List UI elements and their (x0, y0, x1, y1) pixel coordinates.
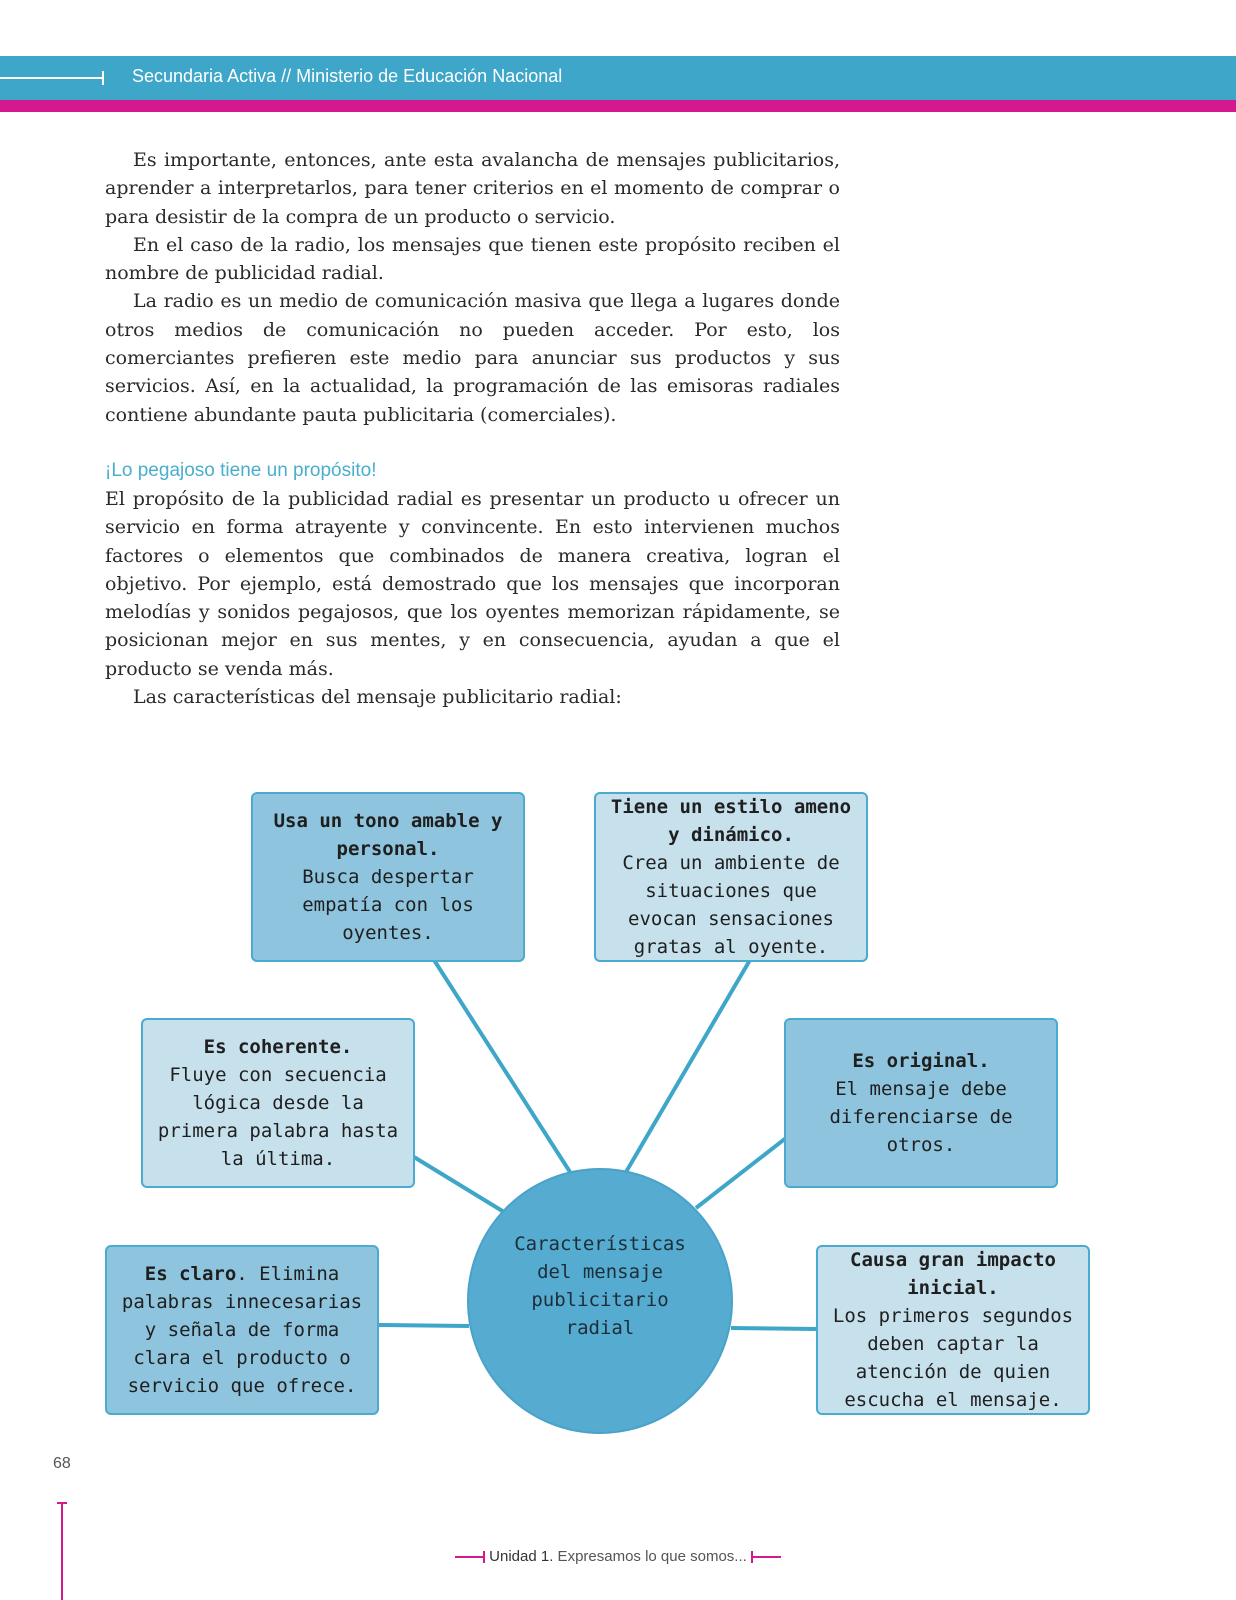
paragraph: La radio es un medio de comunicación masiva que llega a lugares donde otros medios de comunicación no pueden acceder. Por esto, los comerciantes prefieren este medio para anunciar sus productos y sus servicios. Así, en la actualidad, la programación de las emisoras radiales contiene abundante pauta publicitaria (comerciales). (105, 290, 840, 426)
header-title: Secundaria Activa // Ministerio de Educación Nacional (132, 66, 563, 86)
node-text: El mensaje debe diferenciarse de otros. (829, 1078, 1013, 1156)
page-number: 68 (53, 1455, 71, 1472)
connector-claro (379, 1325, 469, 1326)
footer-unit: Unidad 1. (489, 1548, 554, 1565)
node-title: Es original. (852, 1050, 990, 1072)
footer-decoration-left (455, 1556, 485, 1558)
node-title: Usa un tono amable y personal. (273, 810, 503, 860)
connector-estilo (626, 960, 750, 1172)
body-text (105, 146, 840, 711)
section-subheading: ¡Lo pegajoso tiene un propósito! (105, 459, 377, 481)
node-original (784, 1018, 1058, 1188)
footer-decoration-right (751, 1556, 781, 1558)
node-text: Busca despertar empatía con los oyentes. (302, 866, 474, 944)
footer-unit-title: Expresamos lo que somos... (553, 1548, 747, 1565)
node-title: Es coherente. (203, 1036, 353, 1058)
connector-coherente (414, 1157, 504, 1212)
node-impacto-inicial (816, 1245, 1090, 1415)
header-accent-stripe (0, 100, 1236, 112)
node-title: Causa gran impacto inicial. (850, 1249, 1056, 1299)
paragraph: En el caso de la radio, los mensajes que tienen este propósito reciben el nombre de publicidad radial. (105, 233, 840, 285)
connector-tono (434, 960, 570, 1172)
connector-impacto (731, 1328, 818, 1329)
paragraph: Las características del mensaje publicitario radial: (133, 686, 622, 709)
node-title: Es claro (144, 1263, 237, 1285)
node-claro (105, 1245, 379, 1415)
node-text: . Elimina palabras innecesarias y señala de forma clara el producto o servicio que ofrece. (121, 1263, 363, 1397)
connector-original (696, 1138, 786, 1208)
margin-decoration-tick (57, 1502, 67, 1504)
header-decoration-tick (102, 71, 104, 85)
node-text: Los primeros segundos deben captar la atención de quien escucha el mensaje. (832, 1305, 1074, 1411)
center-node-label: Características del mensaje publicitario radial (514, 1233, 686, 1339)
node-text: Fluye con secuencia lógica desde la primera palabra hasta la última. (157, 1064, 399, 1170)
header-decoration-line (0, 77, 104, 79)
paragraph: El propósito de la publicidad radial es presentar un producto u ofrecer un servicio en forma atrayente y convincente. En esto intervienen muchos factores o elementos que combinados de manera creativa, logran el objetivo. Por ejemplo, está demostrado que los mensajes que incorporan melodías y sonidos pegajosos, que los oyentes memorizan rápidamente, se posicionan mejor en sus mentes, y en consecuencia, ayudan a que el producto se venda más. (105, 487, 840, 680)
node-title: Tiene un estilo ameno y dinámico. (610, 796, 852, 846)
center-node (467, 1168, 733, 1434)
paragraph: Es importante, entonces, ante esta avalancha de mensajes publicitarios, aprender a interpretarlos, para tener criterios en el momento de comprar o para desistir de la compra de un producto o servicio. (105, 149, 840, 228)
footer (0, 1548, 1236, 1565)
node-coherente (141, 1018, 415, 1188)
node-tono-amable (251, 792, 525, 962)
node-text: Crea un ambiente de situaciones que evocan sensaciones gratas al oyente. (622, 852, 840, 958)
node-estilo-ameno (594, 792, 868, 962)
